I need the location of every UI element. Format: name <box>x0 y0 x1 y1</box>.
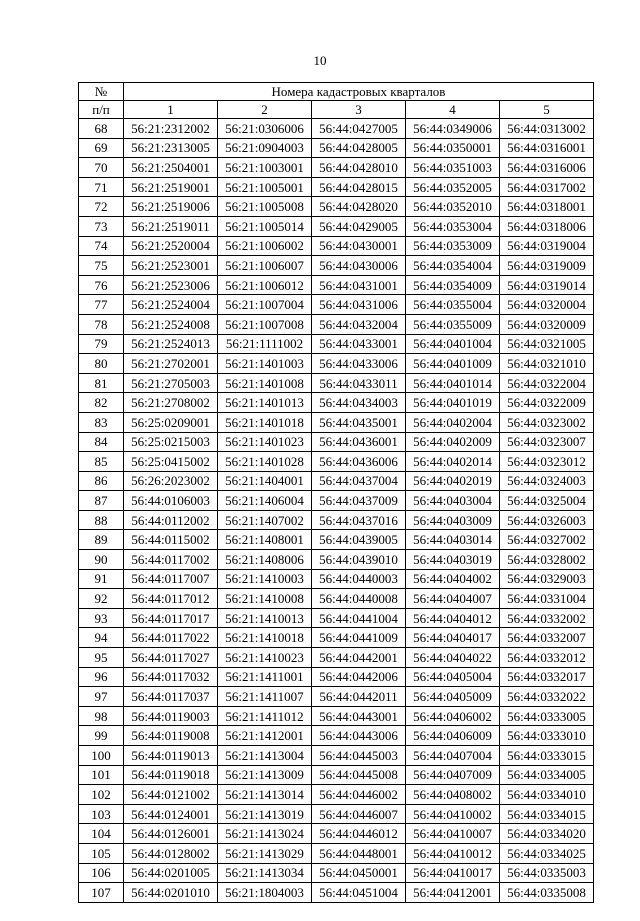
table-row <box>79 648 594 668</box>
cadastral-quarter-number: 56:44:0437016 <box>312 510 406 530</box>
table-row <box>79 354 594 374</box>
cadastral-quarter-number: 56:44:0412001 <box>406 883 500 903</box>
cadastral-quarter-number: 56:21:1411012 <box>218 706 312 726</box>
cadastral-quarter-number: 56:44:0332002 <box>500 608 594 628</box>
table-row <box>79 432 594 452</box>
page-number: 10 <box>313 53 327 68</box>
table-row <box>79 197 594 217</box>
cadastral-quarter-number: 56:21:1005008 <box>218 197 312 217</box>
cadastral-quarter-number: 56:21:1007008 <box>218 314 312 334</box>
cadastral-quarter-number: 56:44:0434003 <box>312 393 406 413</box>
cadastral-quarter-number: 56:44:0404007 <box>406 589 500 609</box>
row-number: 86 <box>79 471 124 491</box>
table-row <box>79 119 594 139</box>
cadastral-quarter-number: 56:44:0334020 <box>500 824 594 844</box>
cadastral-quarter-number: 56:44:0407009 <box>406 765 500 785</box>
cadastral-quarter-number: 56:21:1410023 <box>218 648 312 668</box>
column-header: 3 <box>312 101 406 119</box>
row-number: 78 <box>79 314 124 334</box>
cadastral-quarter-number: 56:21:2702001 <box>124 354 218 374</box>
table-row <box>79 452 594 472</box>
cadastral-quarter-number: 56:21:1410008 <box>218 589 312 609</box>
row-number: 79 <box>79 334 124 354</box>
table-row <box>79 471 594 491</box>
cadastral-quarter-number: 56:21:1401003 <box>218 354 312 374</box>
cadastral-quarter-number: 56:44:0354004 <box>406 256 500 276</box>
row-number: 107 <box>79 883 124 903</box>
cadastral-quarter-number: 56:21:1804003 <box>218 883 312 903</box>
table-row <box>79 530 594 550</box>
cadastral-quarter-number: 56:44:0436001 <box>312 432 406 452</box>
cadastral-quarter-number: 56:21:1407002 <box>218 510 312 530</box>
number-column-header-bottom: п/п <box>79 101 124 119</box>
cadastral-quarter-number: 56:44:0355009 <box>406 314 500 334</box>
table-row <box>79 687 594 707</box>
cadastral-quarter-number: 56:44:0433001 <box>312 334 406 354</box>
cadastral-quarter-number: 56:44:0437009 <box>312 491 406 511</box>
row-number: 105 <box>79 843 124 863</box>
row-number: 82 <box>79 393 124 413</box>
cadastral-quarter-number: 56:44:0201005 <box>124 863 218 883</box>
row-number: 91 <box>79 569 124 589</box>
table-row <box>79 334 594 354</box>
cadastral-quarter-number: 56:21:2519001 <box>124 177 218 197</box>
cadastral-quarter-number: 56:44:0429005 <box>312 216 406 236</box>
cadastral-quarter-number: 56:44:0443006 <box>312 726 406 746</box>
cadastral-quarter-number: 56:44:0402004 <box>406 412 500 432</box>
row-number: 94 <box>79 628 124 648</box>
cadastral-quarter-number: 56:44:0323012 <box>500 452 594 472</box>
cadastral-quarter-number: 56:44:0352005 <box>406 177 500 197</box>
cadastral-quarter-number: 56:44:0433006 <box>312 354 406 374</box>
cadastral-quarter-number: 56:44:0431001 <box>312 275 406 295</box>
cadastral-quarter-number: 56:21:1401023 <box>218 432 312 452</box>
table-row <box>79 158 594 178</box>
cadastral-quarter-number: 56:44:0436006 <box>312 452 406 472</box>
cadastral-quarter-number: 56:44:0441009 <box>312 628 406 648</box>
cadastral-quarter-number: 56:21:1005001 <box>218 177 312 197</box>
cadastral-quarter-number: 56:44:0435001 <box>312 412 406 432</box>
cadastral-quarter-number: 56:44:0402019 <box>406 471 500 491</box>
cadastral-quarter-number: 56:44:0325004 <box>500 491 594 511</box>
cadastral-quarter-number: 56:44:0352010 <box>406 197 500 217</box>
row-number: 81 <box>79 373 124 393</box>
cadastral-quarter-number: 56:44:0322004 <box>500 373 594 393</box>
cadastral-quarter-number: 56:44:0403019 <box>406 550 500 570</box>
column-header: 1 <box>124 101 218 119</box>
cadastral-quarter-number: 56:44:0119013 <box>124 746 218 766</box>
cadastral-quarter-number: 56:44:0316001 <box>500 138 594 158</box>
cadastral-quarter-number: 56:44:0451004 <box>312 883 406 903</box>
cadastral-quarter-number: 56:21:1410003 <box>218 569 312 589</box>
row-number: 80 <box>79 354 124 374</box>
cadastral-quarter-number: 56:44:0410007 <box>406 824 500 844</box>
cadastral-quarter-number: 56:44:0332022 <box>500 687 594 707</box>
cadastral-quarter-number: 56:44:0117032 <box>124 667 218 687</box>
cadastral-quarter-number: 56:44:0428010 <box>312 158 406 178</box>
column-header: 2 <box>218 101 312 119</box>
table-row <box>79 412 594 432</box>
cadastral-quarter-number: 56:44:0323007 <box>500 432 594 452</box>
cadastral-quarter-number: 56:44:0439005 <box>312 530 406 550</box>
cadastral-quarter-number: 56:21:2523006 <box>124 275 218 295</box>
cadastral-quarter-number: 56:21:0306006 <box>218 119 312 139</box>
cadastral-quarter-number: 56:44:0403009 <box>406 510 500 530</box>
cadastral-quarter-number: 56:44:0323002 <box>500 412 594 432</box>
cadastral-quarter-number: 56:44:0428015 <box>312 177 406 197</box>
cadastral-quarter-number: 56:44:0407004 <box>406 746 500 766</box>
cadastral-quarter-number: 56:21:1401028 <box>218 452 312 472</box>
cadastral-quarter-number: 56:44:0403014 <box>406 530 500 550</box>
cadastral-quarter-number: 56:21:1003001 <box>218 158 312 178</box>
cadastral-quarter-number: 56:21:1401018 <box>218 412 312 432</box>
cadastral-quarter-number: 56:44:0124001 <box>124 804 218 824</box>
cadastral-quarter-number: 56:44:0115002 <box>124 530 218 550</box>
cadastral-quarter-number: 56:44:0317002 <box>500 177 594 197</box>
cadastral-quarter-number: 56:21:1006012 <box>218 275 312 295</box>
table-row <box>79 726 594 746</box>
table-row <box>79 295 594 315</box>
table-row <box>79 177 594 197</box>
cadastral-quarter-number: 56:21:1401008 <box>218 373 312 393</box>
cadastral-quarter-number: 56:44:0428020 <box>312 197 406 217</box>
cadastral-quarter-number: 56:44:0446002 <box>312 785 406 805</box>
cadastral-quarter-number: 56:44:0440008 <box>312 589 406 609</box>
table-row <box>79 373 594 393</box>
row-number: 74 <box>79 236 124 256</box>
row-number: 93 <box>79 608 124 628</box>
table-row <box>79 746 594 766</box>
row-number: 69 <box>79 138 124 158</box>
cadastral-quarter-number: 56:21:2708002 <box>124 393 218 413</box>
cadastral-quarter-number: 56:44:0408002 <box>406 785 500 805</box>
group-header-title: Номера кадастровых кварталов <box>124 83 594 101</box>
cadastral-quarter-number: 56:44:0448001 <box>312 843 406 863</box>
cadastral-quarter-number: 56:44:0328002 <box>500 550 594 570</box>
row-number: 99 <box>79 726 124 746</box>
cadastral-quarter-number: 56:44:0406002 <box>406 706 500 726</box>
row-number: 72 <box>79 197 124 217</box>
table-row <box>79 785 594 805</box>
cadastral-quarter-number: 56:44:0320004 <box>500 295 594 315</box>
table-row <box>79 569 594 589</box>
row-number: 92 <box>79 589 124 609</box>
row-number: 102 <box>79 785 124 805</box>
table-row <box>79 138 594 158</box>
cadastral-quarter-number: 56:21:1412001 <box>218 726 312 746</box>
cadastral-quarter-number: 56:44:0351003 <box>406 158 500 178</box>
table-row <box>79 550 594 570</box>
cadastral-quarter-number: 56:44:0405004 <box>406 667 500 687</box>
cadastral-quarter-number: 56:44:0335008 <box>500 883 594 903</box>
row-number: 85 <box>79 452 124 472</box>
cadastral-quarter-number: 56:44:0403004 <box>406 491 500 511</box>
row-number: 104 <box>79 824 124 844</box>
cadastral-quarter-number: 56:21:2524008 <box>124 314 218 334</box>
cadastral-quarter-number: 56:44:0406009 <box>406 726 500 746</box>
cadastral-quarter-number: 56:44:0335003 <box>500 863 594 883</box>
table-row <box>79 667 594 687</box>
cadastral-quarter-number: 56:44:0117027 <box>124 648 218 668</box>
table-row <box>79 608 594 628</box>
cadastral-quarter-number: 56:44:0128002 <box>124 843 218 863</box>
cadastral-quarter-number: 56:21:2524013 <box>124 334 218 354</box>
cadastral-quarter-number: 56:44:0430001 <box>312 236 406 256</box>
cadastral-quarter-number: 56:44:0321010 <box>500 354 594 374</box>
cadastral-quarter-number: 56:44:0332012 <box>500 648 594 668</box>
cadastral-quarter-number: 56:44:0450001 <box>312 863 406 883</box>
cadastral-quarter-number: 56:44:0332007 <box>500 628 594 648</box>
column-header: 4 <box>406 101 500 119</box>
table-row <box>79 804 594 824</box>
cadastral-quarter-number: 56:44:0349006 <box>406 119 500 139</box>
cadastral-quarters-table <box>78 82 594 903</box>
cadastral-quarter-number: 56:44:0440003 <box>312 569 406 589</box>
cadastral-quarter-number: 56:44:0201010 <box>124 883 218 903</box>
cadastral-quarter-number: 56:21:1413014 <box>218 785 312 805</box>
row-number: 83 <box>79 412 124 432</box>
cadastral-quarter-number: 56:44:0401009 <box>406 354 500 374</box>
cadastral-quarter-number: 56:44:0106003 <box>124 491 218 511</box>
table-row <box>79 843 594 863</box>
cadastral-quarter-number: 56:44:0433011 <box>312 373 406 393</box>
cadastral-quarter-number: 56:21:2504001 <box>124 158 218 178</box>
row-number: 88 <box>79 510 124 530</box>
cadastral-quarter-number: 56:44:0431006 <box>312 295 406 315</box>
cadastral-quarter-number: 56:21:1411001 <box>218 667 312 687</box>
cadastral-quarter-number: 56:44:0445008 <box>312 765 406 785</box>
cadastral-quarter-number: 56:21:2524004 <box>124 295 218 315</box>
row-number: 100 <box>79 746 124 766</box>
cadastral-quarter-number: 56:21:2313005 <box>124 138 218 158</box>
cadastral-quarter-number: 56:21:1413009 <box>218 765 312 785</box>
row-number: 89 <box>79 530 124 550</box>
cadastral-quarter-number: 56:44:0119003 <box>124 706 218 726</box>
table-row <box>79 491 594 511</box>
table-row <box>79 883 594 903</box>
cadastral-quarter-number: 56:44:0350001 <box>406 138 500 158</box>
cadastral-quarter-number: 56:44:0119008 <box>124 726 218 746</box>
cadastral-quarter-number: 56:44:0401004 <box>406 334 500 354</box>
cadastral-quarter-number: 56:44:0324003 <box>500 471 594 491</box>
cadastral-quarter-number: 56:44:0119018 <box>124 765 218 785</box>
row-number: 106 <box>79 863 124 883</box>
cadastral-quarter-number: 56:44:0126001 <box>124 824 218 844</box>
cadastral-quarter-number: 56:44:0430006 <box>312 256 406 276</box>
row-number: 75 <box>79 256 124 276</box>
cadastral-quarter-number: 56:44:0446012 <box>312 824 406 844</box>
cadastral-quarter-number: 56:44:0333015 <box>500 746 594 766</box>
table-row <box>79 628 594 648</box>
row-number: 70 <box>79 158 124 178</box>
cadastral-quarter-number: 56:44:0334010 <box>500 785 594 805</box>
cadastral-quarter-number: 56:44:0353004 <box>406 216 500 236</box>
cadastral-quarter-number: 56:44:0355004 <box>406 295 500 315</box>
cadastral-quarter-number: 56:44:0428005 <box>312 138 406 158</box>
cadastral-quarter-number: 56:44:0117037 <box>124 687 218 707</box>
table-body <box>79 119 594 903</box>
cadastral-quarter-number: 56:21:1408006 <box>218 550 312 570</box>
cadastral-quarter-number: 56:44:0405009 <box>406 687 500 707</box>
cadastral-quarter-number: 56:44:0402009 <box>406 432 500 452</box>
cadastral-quarter-number: 56:44:0117002 <box>124 550 218 570</box>
cadastral-quarter-number: 56:44:0320009 <box>500 314 594 334</box>
cadastral-quarter-number: 56:44:0117007 <box>124 569 218 589</box>
cadastral-quarter-number: 56:21:1006002 <box>218 236 312 256</box>
cadastral-quarter-number: 56:44:0432004 <box>312 314 406 334</box>
cadastral-quarter-number: 56:21:1410013 <box>218 608 312 628</box>
row-number: 77 <box>79 295 124 315</box>
table-row <box>79 510 594 530</box>
cadastral-quarter-number: 56:44:0333010 <box>500 726 594 746</box>
cadastral-quarter-number: 56:44:0442006 <box>312 667 406 687</box>
column-header: 5 <box>500 101 594 119</box>
cadastral-quarter-number: 56:44:0402014 <box>406 452 500 472</box>
cadastral-quarter-number: 56:44:0401019 <box>406 393 500 413</box>
cadastral-quarter-number: 56:44:0437004 <box>312 471 406 491</box>
cadastral-quarter-number: 56:25:0215003 <box>124 432 218 452</box>
cadastral-quarter-number: 56:26:2023002 <box>124 471 218 491</box>
cadastral-quarter-number: 56:44:0427005 <box>312 119 406 139</box>
cadastral-quarter-number: 56:21:1413029 <box>218 843 312 863</box>
table-row <box>79 824 594 844</box>
cadastral-quarter-number: 56:44:0443001 <box>312 706 406 726</box>
cadastral-quarter-number: 56:21:1413019 <box>218 804 312 824</box>
cadastral-quarter-number: 56:44:0334015 <box>500 804 594 824</box>
cadastral-quarter-number: 56:44:0410012 <box>406 843 500 863</box>
row-number: 97 <box>79 687 124 707</box>
row-number: 103 <box>79 804 124 824</box>
cadastral-quarter-number: 56:21:1410018 <box>218 628 312 648</box>
cadastral-quarter-number: 56:44:0117022 <box>124 628 218 648</box>
cadastral-quarter-number: 56:44:0439010 <box>312 550 406 570</box>
cadastral-quarter-number: 56:44:0117017 <box>124 608 218 628</box>
cadastral-quarter-number: 56:44:0404002 <box>406 569 500 589</box>
cadastral-quarter-number: 56:44:0334005 <box>500 765 594 785</box>
row-number: 95 <box>79 648 124 668</box>
cadastral-quarter-number: 56:44:0401014 <box>406 373 500 393</box>
cadastral-quarter-number: 56:44:0327002 <box>500 530 594 550</box>
cadastral-quarter-number: 56:44:0313002 <box>500 119 594 139</box>
cadastral-quarter-number: 56:21:1413004 <box>218 746 312 766</box>
cadastral-quarter-number: 56:44:0331004 <box>500 589 594 609</box>
table-row <box>79 706 594 726</box>
table-row <box>79 256 594 276</box>
row-number: 68 <box>79 119 124 139</box>
cadastral-quarter-number: 56:44:0410017 <box>406 863 500 883</box>
cadastral-quarter-number: 56:44:0329003 <box>500 569 594 589</box>
table-row <box>79 314 594 334</box>
cadastral-quarter-number: 56:44:0333005 <box>500 706 594 726</box>
cadastral-quarter-number: 56:25:0415002 <box>124 452 218 472</box>
cadastral-quarter-number: 56:44:0410002 <box>406 804 500 824</box>
row-number: 71 <box>79 177 124 197</box>
cadastral-quarter-number: 56:21:1006007 <box>218 256 312 276</box>
cadastral-quarter-number: 56:44:0334025 <box>500 843 594 863</box>
row-number: 101 <box>79 765 124 785</box>
row-number: 87 <box>79 491 124 511</box>
cadastral-quarter-number: 56:44:0404017 <box>406 628 500 648</box>
cadastral-quarter-number: 56:21:1005014 <box>218 216 312 236</box>
table-row <box>79 236 594 256</box>
cadastral-quarter-number: 56:25:0209001 <box>124 412 218 432</box>
cadastral-quarter-number: 56:44:0326003 <box>500 510 594 530</box>
cadastral-quarter-number: 56:44:0442001 <box>312 648 406 668</box>
row-number: 96 <box>79 667 124 687</box>
cadastral-quarter-number: 56:21:1411007 <box>218 687 312 707</box>
cadastral-quarter-number: 56:44:0322009 <box>500 393 594 413</box>
table-row <box>79 393 594 413</box>
cadastral-quarter-number: 56:21:2705003 <box>124 373 218 393</box>
cadastral-quarter-number: 56:44:0321005 <box>500 334 594 354</box>
cadastral-quarter-number: 56:44:0319004 <box>500 236 594 256</box>
cadastral-quarter-number: 56:44:0441004 <box>312 608 406 628</box>
cadastral-quarter-number: 56:44:0353009 <box>406 236 500 256</box>
row-number: 98 <box>79 706 124 726</box>
cadastral-quarter-number: 56:44:0319014 <box>500 275 594 295</box>
cadastral-quarter-number: 56:44:0446007 <box>312 804 406 824</box>
number-column-header-top: № <box>79 83 124 101</box>
cadastral-quarter-number: 56:44:0332017 <box>500 667 594 687</box>
cadastral-quarter-number: 56:21:1404001 <box>218 471 312 491</box>
cadastral-quarter-number: 56:44:0318006 <box>500 216 594 236</box>
cadastral-quarter-number: 56:44:0354009 <box>406 275 500 295</box>
table-row <box>79 589 594 609</box>
cadastral-quarter-number: 56:21:1413034 <box>218 863 312 883</box>
cadastral-quarter-number: 56:21:2312002 <box>124 119 218 139</box>
cadastral-quarter-number: 56:21:2523001 <box>124 256 218 276</box>
table-row <box>79 765 594 785</box>
table-row <box>79 863 594 883</box>
cadastral-quarter-number: 56:44:0404012 <box>406 608 500 628</box>
cadastral-quarter-number: 56:21:1007004 <box>218 295 312 315</box>
cadastral-quarter-number: 56:21:1401013 <box>218 393 312 413</box>
cadastral-quarter-number: 56:21:2520004 <box>124 236 218 256</box>
cadastral-quarter-number: 56:44:0442011 <box>312 687 406 707</box>
cadastral-quarter-number: 56:44:0445003 <box>312 746 406 766</box>
cadastral-quarter-number: 56:21:1111002 <box>218 334 312 354</box>
cadastral-quarter-number: 56:44:0316006 <box>500 158 594 178</box>
row-number: 73 <box>79 216 124 236</box>
cadastral-quarter-number: 56:44:0121002 <box>124 785 218 805</box>
row-number: 90 <box>79 550 124 570</box>
row-number: 76 <box>79 275 124 295</box>
row-number: 84 <box>79 432 124 452</box>
cadastral-quarter-number: 56:44:0112002 <box>124 510 218 530</box>
cadastral-quarter-number: 56:44:0404022 <box>406 648 500 668</box>
cadastral-quarter-number: 56:21:2519011 <box>124 216 218 236</box>
cadastral-quarter-number: 56:44:0319009 <box>500 256 594 276</box>
cadastral-quarter-number: 56:44:0318001 <box>500 197 594 217</box>
cadastral-quarter-number: 56:21:1408001 <box>218 530 312 550</box>
cadastral-quarter-number: 56:44:0117012 <box>124 589 218 609</box>
cadastral-quarter-number: 56:21:0904003 <box>218 138 312 158</box>
cadastral-quarter-number: 56:21:2519006 <box>124 197 218 217</box>
table-row <box>79 216 594 236</box>
cadastral-quarter-number: 56:21:1406004 <box>218 491 312 511</box>
cadastral-quarter-number: 56:21:1413024 <box>218 824 312 844</box>
table-row <box>79 275 594 295</box>
